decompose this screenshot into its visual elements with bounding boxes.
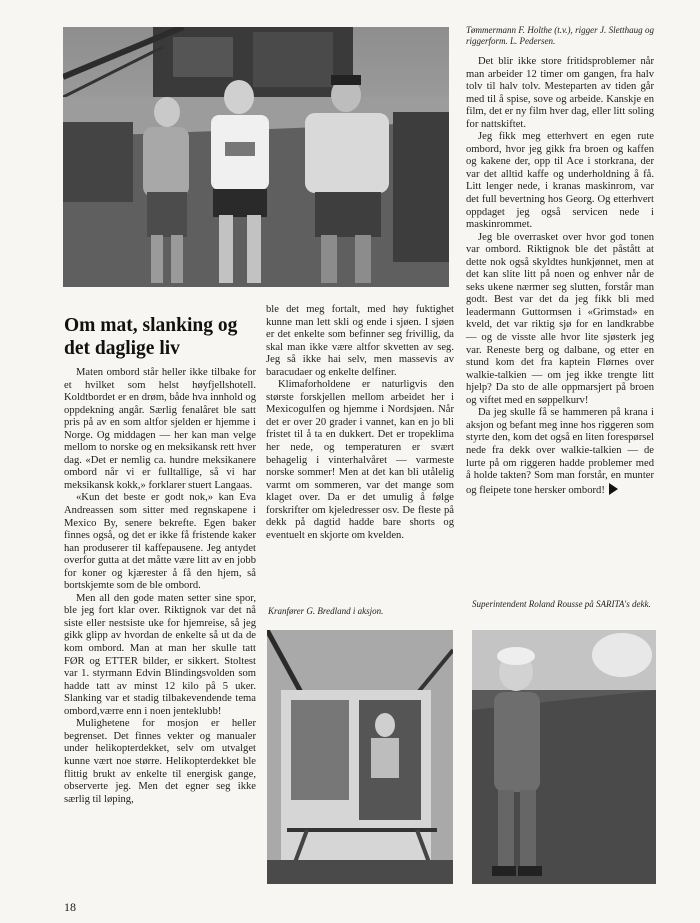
paragraph-text: Da jeg skulle få se hammeren på krana i aksjon og befant meg inne hos riggeren som styrte den, kom det også en liten forespørsel nede fra dekk over walkie-talkien — de lurte på om riggeren hadde problemer med å holde takten? Som man forstår, en munter og fleipete tone hersker ombord! [466, 407, 654, 496]
paragraph: Maten ombord står heller ikke tilbake for et hvilket som helst høyfjellshotell. Koldtbordet er en drøm, både hva innhold og oppdekning angår. Særlig fenalåret ble satt pris på av en som altfor sjelden er hjemme i Norge. Og middagen — her kan man velge mellom to norske og en meksikansk rett hver dag. «Det er nemlig ca. hundre meksikanere ombord når vi er fulltallige, så vi har meksikansk kokk,» forklarer stuert Langaas. [64, 367, 256, 491]
paragraph: Klimaforholdene er naturligvis den største forskjellen mellom arbeidet her i Mexicogulfen og hjemme i Nordsjøen. Når det er over 20 grader i vannet, kan en jo bli fristet til å ta en dukkert. Det er tropeklima her nede, og temperaturen er svært behagelig i vinterhalvåret — varmeste norske sommer! Men at det kan bli utålelig varmt om sommeren, var det mange som klaget over. Da er det umulig å følge forskrifter om kjeledresser osv. De fleste på dekk på dagtid hadde bare shorts og eventuelt en skjorte om kvelden. [266, 379, 454, 541]
photo-superintendent [472, 630, 656, 884]
paragraph: Jeg ble overrasket over hvor god tonen var ombord. Riktignok ble det påstått at dette nok også skyldtes hunkjønnet, men at det kan slite litt på noen og enhver når de seks ukene nærmer seg slutten, forstår man godt. Best var det da jeg fikk bli med leadermann Guttormsen i «Grimstad» en kveld, det var riktig sjø for en landkrabbe — og de visste alle hvor lite sjøsterk jeg var. Reneste berg og dalbane, og etter en stund kom det fra kaptein Flørnes over walkie-talkien — om jeg ikke trengte litt hjelp? Da sto de alle oppmarsjert på broen og viftet med en søppelkurv! [466, 231, 654, 406]
caption-crew: Tømmermann F. Holthe (t.v.), rigger J. Sletthaug og riggerform. L. Pedersen. [466, 25, 654, 46]
end-mark-icon [609, 483, 618, 495]
article-column-2 [266, 304, 454, 542]
article-column-3 [466, 56, 654, 497]
article-headline: Om mat, slanking og det daglige liv [64, 315, 238, 359]
photo-crane-operator [267, 630, 453, 884]
paragraph: ble det meg fortalt, med høy fuktighet kunne man lett skli og ende i sjøen. I sjøen er det enkelte som befinner seg frivillig, da skal man ikke være altfor skvetten av seg. Jeg så ikke hai selv, men massevis av baracudaer og enkelte delfiner. [266, 304, 454, 378]
page-number: 18 [64, 900, 76, 914]
paragraph [466, 407, 654, 497]
paragraph: «Kun det beste er godt nok,» kan Eva Andreassen som sitter med regnskapene i Mexico By, senere bekrefte. Egen baker finnes også, og det er ikke få fristende kaker han produserer til kaffepausene. Jeg antydet overfor gutta at det måtte være litt av en jobb for koner og kjærester å få den hjem, så bortskjemte som de ble ombord. [64, 492, 256, 592]
article-column-1 [64, 367, 256, 806]
paragraph: Men all den gode maten setter sine spor, ble jeg fort klar over. Riktignok var det nå siste eller nestsiste uke for hjemreise, så jeg gikk glipp av hvordan de enkelte så ut da de kom ombord. Man at man her skulle tatt FØR og ETTER bilder, er sikkert. Stoltest var 1. styrmann Edvin Blindingsvolden som hadde tatt av minst 12 kilo på 5 uker. Slanking var et stadig tilbakevendende tema ombord,værre enn i noen jenteklubb! [64, 592, 256, 717]
photo-crew-on-deck [63, 27, 449, 287]
caption-superintendent: Superintendent Roland Rousse på SARITA's dekk. [472, 599, 651, 609]
paragraph: Mulighetene for mosjon er heller begrenset. Det finnes vekter og manualer under helikopterdekket, selv om utvalget kunne vært noe større. Helikopterdekket ble flittig brukt av enkelte til energisk gange, observerte jeg. Men det egner seg ikke særlig til løping, [64, 718, 256, 805]
paragraph: Jeg fikk meg etterhvert en egen rute ombord, hvor jeg gikk fra broen og kaffen og kakene der, opp til Ace i storkrana, der var det alltid kaffe og underholdning å få. Litt lenger nede, i kranas maskinrom, var det full bevertning hos Georg. Og etterhvert oppdaget jeg også servicen nede i maskinrommet. [466, 131, 654, 231]
paragraph: Det blir ikke store fritidsproblemer når man arbeider 12 timer om gangen, fra halv tolv til halv tolv. Mesteparten av tiden går med til å spise, sove og arbeide. Kanskje en film, det er ny film hver dag, eller litt soling for nattskiftet. [466, 56, 654, 130]
caption-crane-operator: Kranfører G. Bredland i aksjon. [268, 606, 384, 616]
